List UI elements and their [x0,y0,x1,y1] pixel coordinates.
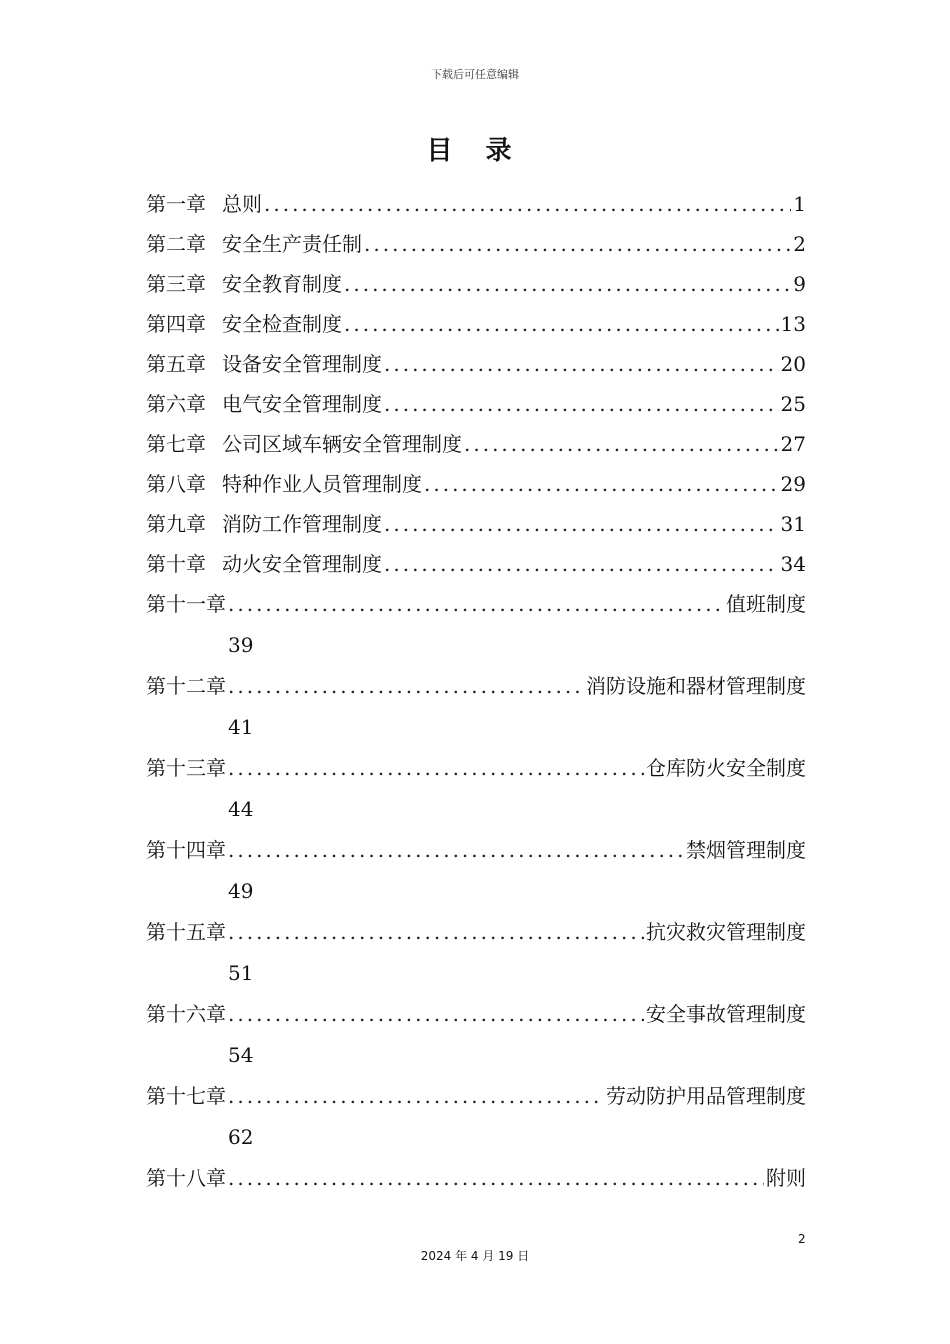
dot-leader [228,994,644,1035]
toc-page-number: 49 [228,879,254,903]
toc-title: 禁烟管理制度 [686,838,806,862]
toc-chapter: 第十六章 [146,1002,226,1026]
toc-chapter: 第七章 [146,432,206,456]
toc-entry[interactable] [146,424,806,464]
toc-page-number: 2 [793,232,806,256]
toc-entry[interactable] [146,264,806,304]
toc-chapter: 第十五章 [146,920,226,944]
dot-leader [344,304,779,344]
toc-entry[interactable] [146,304,806,344]
toc-title: 电气安全管理制度 [222,392,382,416]
toc-page-number: 34 [780,552,806,576]
toc-page-number: 39 [228,633,254,657]
toc-entry[interactable] [146,344,806,384]
toc-title: 动火安全管理制度 [222,552,382,576]
toc-chapter: 第九章 [146,512,206,536]
toc-page-number: 51 [228,961,254,985]
toc-title: 仓库防火安全制度 [646,756,806,780]
toc-chapter: 第四章 [146,312,206,336]
toc-title: 抗灾救灾管理制度 [646,920,806,944]
toc-entry[interactable] [146,994,806,1035]
dot-leader [228,1076,604,1117]
toc-title: 公司区域车辆安全管理制度 [222,432,462,456]
toc-chapter: 第十四章 [146,838,226,862]
toc-entry[interactable] [146,464,806,504]
toc-entry[interactable] [146,584,806,625]
dot-leader [364,224,791,264]
toc-title: 安全事故管理制度 [646,1002,806,1026]
toc-title: 设备安全管理制度 [222,352,382,376]
toc-entry[interactable] [146,666,806,707]
toc-chapter: 第八章 [146,472,206,496]
dot-leader [228,666,584,707]
dot-leader [228,1158,764,1199]
toc-title: 总则 [222,192,262,216]
dot-leader [228,912,644,953]
page-header: 下载后可任意编辑 [431,68,519,81]
toc-page-number: 9 [793,272,806,296]
dot-leader [384,344,779,384]
toc-title: 消防设施和器材管理制度 [586,674,806,698]
toc-page-number: 31 [780,512,806,536]
toc-page-number: 13 [780,312,806,336]
dot-leader [264,184,791,224]
toc-page-number: 29 [780,472,806,496]
toc-page-number: 27 [780,432,806,456]
toc-title: 消防工作管理制度 [222,512,382,536]
dot-leader [464,424,779,464]
toc-entry[interactable] [146,504,806,544]
toc-page-number: 41 [228,715,254,739]
toc-chapter: 第十八章 [146,1166,226,1190]
toc-chapter: 第二章 [146,232,206,256]
toc-entry[interactable] [146,830,806,871]
toc-entry[interactable] [146,544,806,584]
toc-page-number: 1 [793,192,806,216]
toc-entry[interactable] [146,748,806,789]
page-title: 目 录 [426,136,524,166]
toc-chapter: 第一章 [146,192,206,216]
toc-chapter: 第五章 [146,352,206,376]
toc-entry[interactable] [146,1076,806,1117]
dot-leader [384,384,779,424]
toc-entry[interactable] [146,184,806,224]
toc-title: 安全生产责任制 [222,232,362,256]
toc-title: 安全教育制度 [222,272,342,296]
dot-leader [228,748,644,789]
toc-page-number: 25 [780,392,806,416]
toc-entry[interactable] [146,384,806,424]
page-number: 2 [798,1232,806,1246]
dot-leader [344,264,791,304]
toc-page-number: 44 [228,797,254,821]
table-of-contents [146,184,806,1199]
toc-title: 值班制度 [726,592,806,616]
toc-page-number: 20 [780,352,806,376]
toc-entry[interactable] [146,224,806,264]
toc-title: 特种作业人员管理制度 [222,472,422,496]
toc-page-number: 54 [228,1043,254,1067]
toc-title: 劳动防护用品管理制度 [606,1084,806,1108]
toc-chapter: 第十二章 [146,674,226,698]
toc-title: 安全检查制度 [222,312,342,336]
toc-entry[interactable] [146,1158,806,1199]
dot-leader [424,464,779,504]
toc-chapter: 第六章 [146,392,206,416]
toc-chapter: 第三章 [146,272,206,296]
toc-chapter: 第十章 [146,552,206,576]
dot-leader [228,830,684,871]
toc-chapter: 第十一章 [146,592,226,616]
toc-title: 附则 [766,1166,806,1190]
dot-leader [384,544,779,584]
dot-leader [384,504,779,544]
toc-chapter: 第十三章 [146,756,226,780]
dot-leader [228,584,724,625]
footer-date: 2024 年 4 月 19 日 [420,1249,530,1263]
toc-chapter: 第十七章 [146,1084,226,1108]
toc-entry[interactable] [146,912,806,953]
toc-page-number: 62 [228,1125,254,1149]
